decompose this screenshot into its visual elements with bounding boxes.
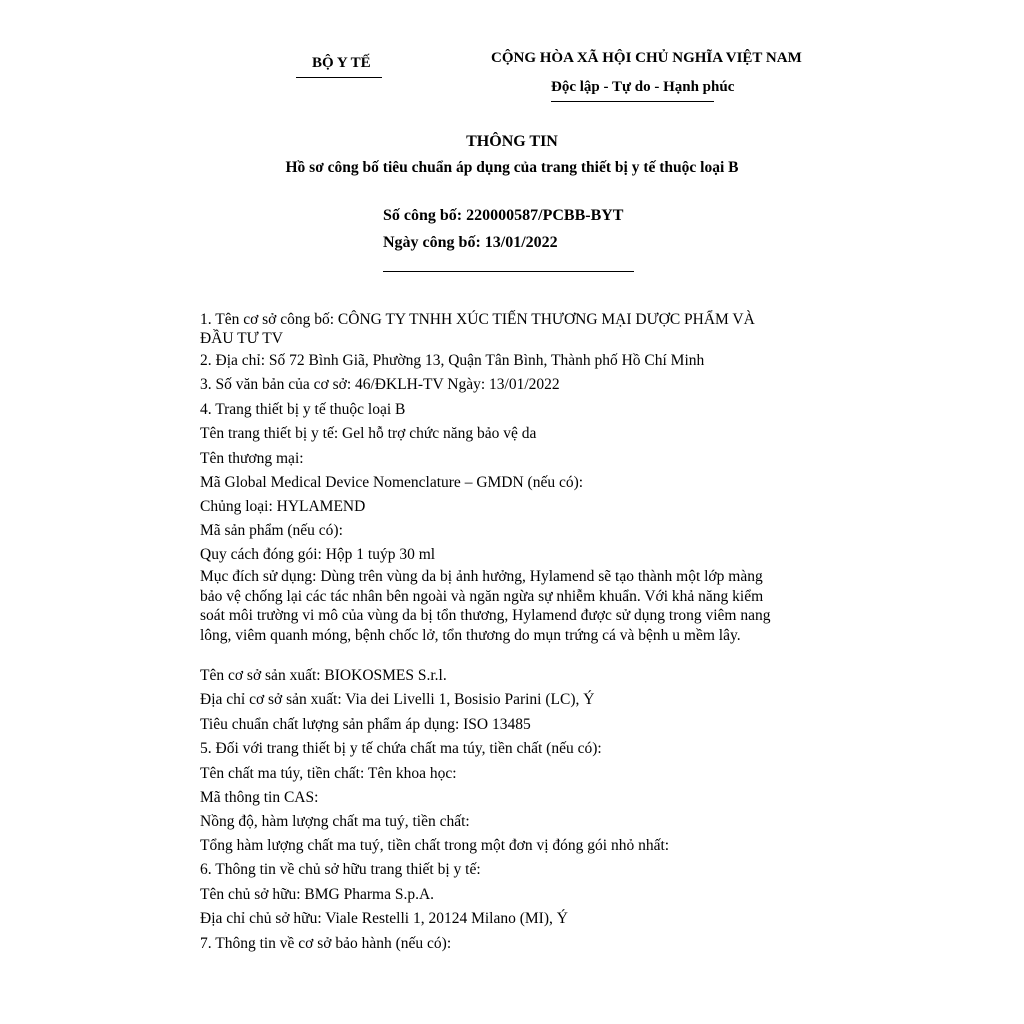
ministry-underline xyxy=(296,77,382,78)
body-line: Tên chủ sở hữu: BMG Pharma S.p.A. xyxy=(200,886,435,903)
body-line: 1. Tên cơ sở công bố: CÔNG TY TNHH XÚC TIẾN THƯƠNG MẠI DƯỢC PHẨM VÀ xyxy=(200,311,755,328)
body-line: Mã thông tin CAS: xyxy=(200,789,319,806)
body-line: Tên thương mại: xyxy=(200,450,304,467)
body-line: 2. Địa chỉ: Số 72 Bình Giã, Phường 13, Quận Tân Bình, Thành phố Hồ Chí Minh xyxy=(200,352,705,369)
body-line: lông, viêm quanh móng, bệnh chốc lở, tổn thương do mụn trứng cá và bệnh u mềm lây. xyxy=(200,627,741,644)
body-line: 5. Đối với trang thiết bị y tế chứa chất ma túy, tiền chất (nếu có): xyxy=(200,740,602,757)
body-line: Tên cơ sở sản xuất: BIOKOSMES S.r.l. xyxy=(200,667,447,684)
body-line: Tổng hàm lượng chất ma tuý, tiền chất trong một đơn vị đóng gói nhỏ nhất: xyxy=(200,837,670,854)
body-line: 4. Trang thiết bị y tế thuộc loại B xyxy=(200,401,406,418)
body-line: Tên trang thiết bị y tế: Gel hỗ trợ chức năng bảo vệ da xyxy=(200,425,537,442)
body-line: Mã Global Medical Device Nomenclature – GMDN (nếu có): xyxy=(200,474,584,491)
body-line: ĐẦU TƯ TV xyxy=(200,330,283,347)
body-line: Mục đích sử dụng: Dùng trên vùng da bị ảnh hưởng, Hylamend sẽ tạo thành một lớp màng xyxy=(200,568,763,585)
republic-name: CỘNG HÒA XÃ HỘI CHỦ NGHĨA VIỆT NAM xyxy=(491,50,802,66)
title-divider xyxy=(383,271,634,272)
body-line: 3. Số văn bản của cơ sở: 46/ĐKLH-TV Ngày: 13/01/2022 xyxy=(200,376,560,393)
motto-underline xyxy=(551,101,714,102)
body-line: Địa chỉ cơ sở sản xuất: Via dei Livelli 1, Bosisio Parini (LC), Ý xyxy=(200,691,595,708)
announcement-number: Số công bố: 220000587/PCBB-BYT xyxy=(383,207,624,224)
national-motto: Độc lập - Tự do - Hạnh phúc xyxy=(551,79,735,95)
body-line: soát môi trường vi mô của vùng da bị tổn thương, Hylamend được sử dụng trong viêm nang xyxy=(200,607,771,624)
body-line: Nồng độ, hàm lượng chất ma tuý, tiền chất: xyxy=(200,813,470,830)
document-subtitle: Hồ sơ công bố tiêu chuẩn áp dụng của trang thiết bị y tế thuộc loại B xyxy=(285,159,739,176)
body-line: Tên chất ma túy, tiền chất: Tên khoa học: xyxy=(200,765,457,782)
document-title: THÔNG TIN xyxy=(466,133,558,150)
body-line: Tiêu chuẩn chất lượng sản phẩm áp dụng: ISO 13485 xyxy=(200,716,531,733)
body-line: Chủng loại: HYLAMEND xyxy=(200,498,366,515)
body-line: 7. Thông tin về cơ sở bảo hành (nếu có): xyxy=(200,935,452,952)
ministry-name: BỘ Y TẾ xyxy=(312,55,371,71)
announcement-date: Ngày công bố: 13/01/2022 xyxy=(383,234,558,251)
body-line: Quy cách đóng gói: Hộp 1 tuýp 30 ml xyxy=(200,546,436,563)
body-line: Địa chỉ chủ sở hữu: Viale Restelli 1, 20124 Milano (MI), Ý xyxy=(200,910,568,927)
body-line: 6. Thông tin về chủ sở hữu trang thiết bị y tế: xyxy=(200,861,481,878)
body-line: bảo vệ chống lại các tác nhân bên ngoài và ngăn ngừa sự nhiễm khuẩn. Với khả năng kiểm xyxy=(200,588,764,605)
body-line: Mã sản phẩm (nếu có): xyxy=(200,522,343,539)
